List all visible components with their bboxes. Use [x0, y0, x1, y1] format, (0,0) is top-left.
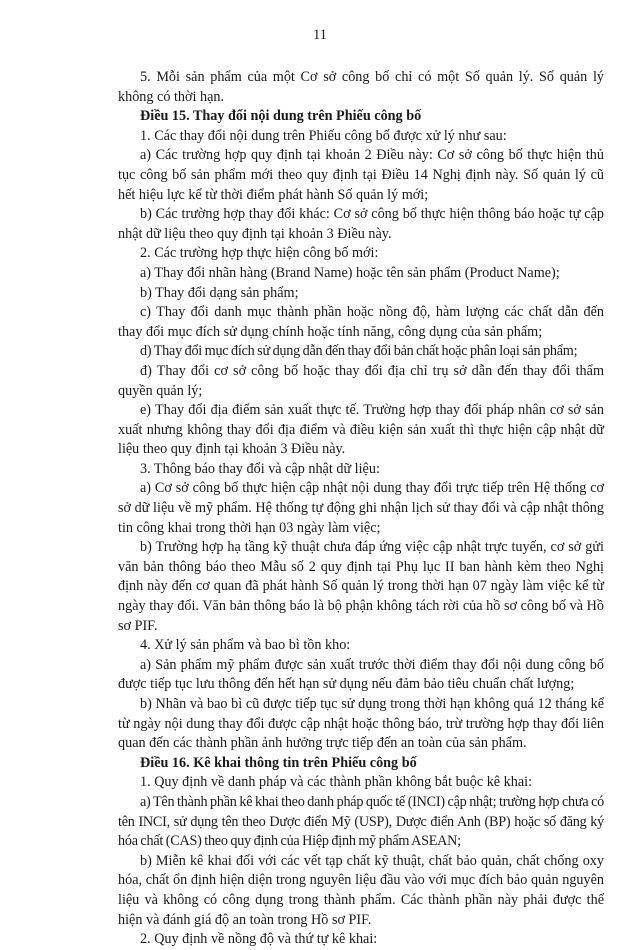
article-heading: Điều 15. Thay đổi nội dung trên Phiếu công bố — [140, 108, 422, 125]
paragraph: b) Các trường hợp thay đổi khác: Cơ sở công bố thực hiện thông báo hoặc tự cập nhật dữ liệu theo quy định tại khoản 3 Điều này. — [118, 206, 604, 242]
paragraph: a) Sản phẩm mỹ phẩm được sản xuất trước thời điểm thay đổi nội dung công bố được tiếp tục lưu thông đến hết hạn sử dụng nếu đảm bảo tiêu chuẩn chất lượng; — [118, 656, 604, 693]
paragraph: 2. Các trường hợp thực hiện công bố mới: — [140, 245, 379, 262]
paragraph: 5. Mỗi sản phẩm của một Cơ sở công bố chỉ có một Số quản lý. Số quản lý không có thời hạn. — [118, 69, 604, 105]
article-heading: Điều 16. Kê khai thông tin trên Phiếu công bố — [140, 754, 417, 771]
paragraph: 4. Xử lý sản phẩm và bao bì tồn kho: — [140, 637, 351, 654]
paragraph: a) Cơ sở công bố thực hiện cập nhật nội dung thay đổi trực tiếp trên Hệ thống cơ sở dữ liệu về mỹ phẩm. Hệ thống tự động ghi nhận lịch sử thay đổi và cập nhật thông tin công khai trong thời hạn 03 ngày làm việc; — [118, 480, 604, 536]
paragraph: b) Nhãn và bao bì cũ được tiếp tục sử dụng trong thời hạn không quá 12 tháng kể từ ngày nội dung thay đổi được cập nhật hoặc thông báo, trừ trường hợp thay đổi liên quan đến các thành phần ảnh hưởng trực tiếp đến an toàn của sản phẩm. — [118, 696, 604, 752]
paragraph: e) Thay đổi địa điểm sản xuất thực tế. Trường hợp thay đổi pháp nhân cơ sở sản xuất nhưng không thay đổi địa điểm và điều kiện sản xuất thì thực hiện cập nhật dữ liệu theo quy định tại khoản 3 Điều này. — [118, 402, 604, 458]
paragraph: b) Thay đổi dạng sản phẩm; — [140, 284, 299, 301]
paragraph: đ) Thay đổi cơ sở công bố hoặc thay đổi địa chỉ trụ sở dẫn đến thay đổi thẩm quyền quản lý; — [118, 362, 604, 399]
page-number — [0, 26, 640, 46]
paragraph: a) Thay đổi nhãn hàng (Brand Name) hoặc tên sản phẩm (Product Name); — [140, 264, 560, 281]
paragraph: b) Miễn kê khai đối với các vết tạp chất kỹ thuật, chất bảo quản, chất chống oxy hóa, chất ổn định hiện diện trong nguyên liệu đầu vào với mục đích bảo quản nguyên liệu và không có công dụng trong thành phẩm. Các thành phần này phải được thể hiện và đánh giá độ an toàn trong Hồ sơ PIF. — [118, 852, 604, 928]
paragraph: 3. Thông báo thay đổi và cập nhật dữ liệu: — [140, 460, 380, 477]
paragraph: c) Thay đổi danh mục thành phần hoặc nồng độ, hàm lượng các chất dẫn đến thay đổi mục đích sử dụng chính hoặc tính năng, công dụng của sản phẩm; — [118, 304, 604, 340]
paragraph: a) Tên thành phần kê khai theo danh pháp quốc tế (INCI) cập nhật; trường hợp chưa có tên INCI, sử dụng tên theo Dược điển Mỹ (USP), Dược điển Anh (BP) hoặc số đăng ký hóa chất (CAS) theo quy định của Hiệp định mỹ phẩm ASEAN; — [118, 793, 604, 850]
paragraph: 2. Quy định về nồng độ và thứ tự kê khai: — [140, 931, 378, 948]
paragraph: 1. Các thay đổi nội dung trên Phiếu công bố được xử lý như sau: — [140, 127, 507, 144]
paragraph: a) Các trường hợp quy định tại khoản 2 Điều này: Cơ sở công bố thực hiện thủ tục công bố sản phẩm mới theo quy định tại Điều 14 Nghị định này. Số quản lý cũ hết hiệu lực kể từ thời điểm phát hành Số quản lý mới; — [118, 147, 604, 203]
paragraph: 1. Quy định về danh pháp và các thành phần không bắt buộc kê khai: — [140, 774, 533, 791]
page-number-text: 11 — [313, 27, 327, 43]
paragraph: d) Thay đổi mục đích sử dụng dẫn đến thay đổi bản chất hoặc phân loại sản phẩm; — [140, 343, 578, 360]
paragraph: b) Trường hợp hạ tầng kỹ thuật chưa đáp ứng việc cập nhật trực tuyến, cơ sở gửi văn bản thông báo theo Mẫu số 2 quy định tại Phụ lục II ban hành kèm theo Nghị định này đến cơ quan đã phát hành Số quản lý trong thời hạn 07 ngày làm việc kể từ ngày thay đổi. Văn bản thông báo là bộ phận không tách rời của hồ sơ công bố và Hồ sơ PIF. — [118, 539, 604, 634]
document-body — [118, 68, 604, 950]
